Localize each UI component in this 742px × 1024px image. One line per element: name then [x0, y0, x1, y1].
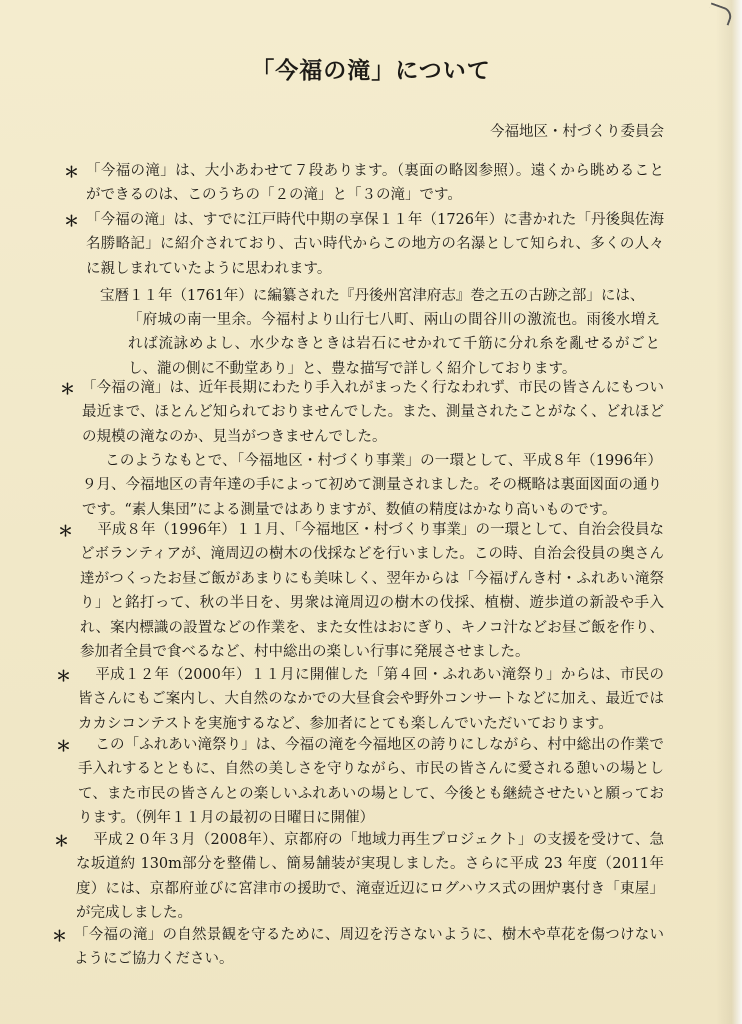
bullet-star: ＊	[52, 927, 68, 945]
quote-lead: 宝暦１１年（1761年）に編纂された『丹後州宮津府志』巻之五の古跡之部」には、	[100, 288, 645, 304]
paragraph-text: この「ふれあい滝祭り」は、今福の滝を今福地区の誇りにしながら、村中総出の作業で手入れするとともに、自然の美しさを守りながら、市民の皆さんに愛される憩いの場として、また市民の皆さんとの楽しいふれあいの場として、今後とも継続させたいと願っております。（例年１１月の最初の日曜日に開催）	[78, 737, 664, 827]
bullet-star: ＊	[60, 380, 76, 398]
paragraph-continuation: このようなもとで、「今福地区・村づくり事業」の一環として、平成８年（1996年）９月、今福地区の青年達の手によって初めて測量されました。その概略は裏面図面の通りです。“素人集団”による測量ではありますが、数値の精度はかなり高いものです。	[82, 453, 662, 518]
bullet-star: ＊	[56, 667, 72, 685]
bullet-star: ＊	[56, 737, 72, 755]
paragraph-text: 「今福の滝」は、近年長期にわたり手入れがまったく行なわれず、市民の皆さんにもつい最近まで、ほとんど知られておりませんでした。また、測量されたことがなく、どれほどの規模の滝なのか、見当がつきませんでした。	[82, 380, 664, 445]
quote-body: 「府城の南一里余。今福村より山行七八町、兩山の間谷川の激流也。雨後水増えれば流詠めよし、水少なきときは岩石にせかれて千筋に分れ糸を亂せるがごとし、瀧の側に不動堂あり」と、豊な描写で詳しく紹介しております。	[128, 312, 660, 377]
document-title: 「今福の滝」について	[251, 58, 491, 84]
paragraph-text: 平成１２年（2000年）１１月に開催した「第４回・ふれあい滝祭り」からは、市民の皆さんにもご案内し、大自然のなかでの大昼食会や野外コンサートなどに加え、最近ではカカシコンテストを実施するなど、参加者にとても楽しんでいただいております。	[78, 667, 664, 732]
bullet-star: ＊	[64, 212, 80, 230]
paper-edge	[716, 0, 742, 1024]
paragraph-text: 平成２０年３月（2008年）、京都府の「地域力再生プロジェクト」の支援を受けて、急な坂道約 130m部分を整備し、簡易舗装が実現しました。さらに平成 23 年度（2011年度）には、京都府並びに宮津市の援助で、滝壺近辺にログハウス式の囲炉裏付き「東屋」が完成しました。	[76, 832, 664, 922]
bullet-star: ＊	[54, 832, 70, 850]
paragraph-text: 「今福の滝」は、大小あわせて７段あります。（裏面の略図参照）。遠くから眺めることができるのは、このうちの「２の滝」と「３の滝」です。	[86, 163, 664, 204]
bullet-star: ＊	[64, 163, 80, 181]
paragraph-text: 「今福の滝」は、すでに江戸時代中期の享保１１年（1726年）に書かれた「丹後與佐海名勝略記」に紹介されており、古い時代からこの地方の名瀑として知られ、多くの人々に親しまれていたように思われます。	[86, 212, 664, 277]
paragraph-text: 「今福の滝」の自然景観を守るために、周辺を汚さないように、樹木や草花を傷つけないようにご協力ください。	[74, 927, 664, 968]
paragraph-text: 平成８年（1996年）１１月、「今福地区・村づくり事業」の一環として、自治会役員などボランティアが、滝周辺の樹木の伐採などを行いました。この時、自治会役員の奥さん達がつくったお昼ご飯があまりにも美味しく、翌年からは「今福げんき村・ふれあい滝祭り」と銘打って、秋の半日を、男衆は滝周辺の樹木の伐採、植樹、遊歩道の新設や手入れ、案内標識の設置などの作業を、また女性はおにぎり、キノコ汁などお昼ご飯を作り、参加者全員で食べるなど、村中総出の楽しい行事に発展させました。	[80, 522, 664, 661]
organization-name: 今福地区・村づくり委員会	[490, 124, 664, 140]
bullet-star: ＊	[58, 522, 74, 540]
